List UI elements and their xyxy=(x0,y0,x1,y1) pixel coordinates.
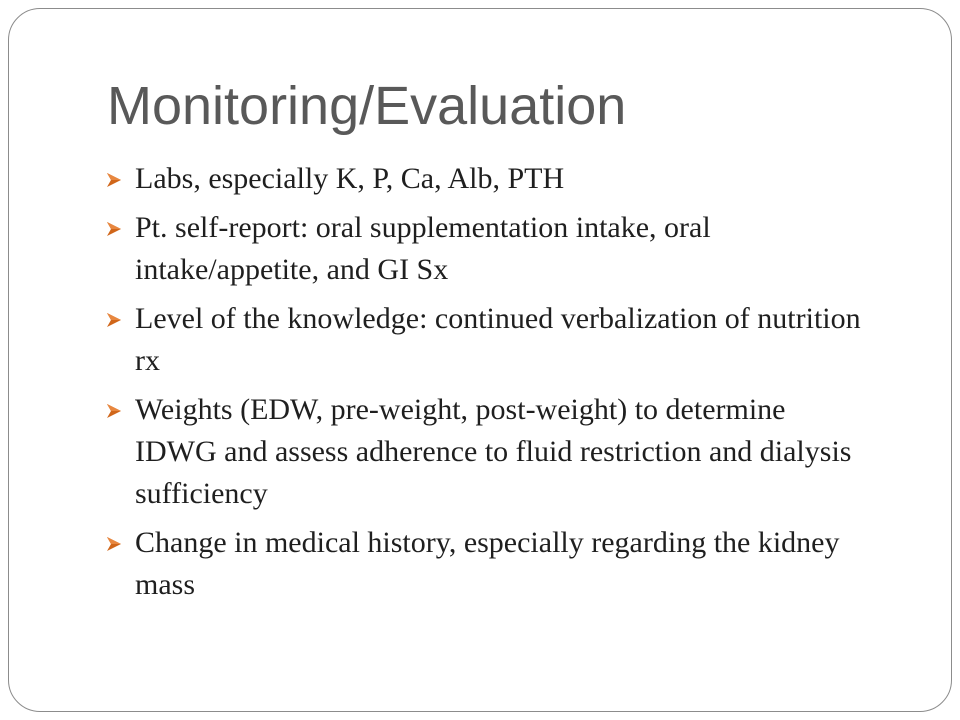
bullet-line: Weights (EDW, pre-weight, post-weight) to determine xyxy=(135,393,786,426)
bullet-line: mass xyxy=(135,568,195,601)
bullet-line: Change in medical history, especially regarding the kidney xyxy=(135,526,840,559)
bullet-item-weights xyxy=(135,389,861,515)
arrow-bullet-icon xyxy=(107,404,121,418)
arrow-bullet-icon xyxy=(107,173,121,187)
bullet-line: sufficiency xyxy=(135,477,268,510)
bullet-line: Labs, especially K, P, Ca, Alb, PTH xyxy=(135,162,565,195)
slide-title: Monitoring/Evaluation xyxy=(107,76,627,136)
bullet-line: Pt. self-report: oral supplementation intake, oral xyxy=(135,211,711,244)
bullet-item-medical-history xyxy=(135,522,861,606)
arrow-bullet-icon xyxy=(107,222,121,236)
arrow-bullet-icon xyxy=(107,313,121,327)
bullet-line: Level of the knowledge: continued verbalization of nutrition xyxy=(135,302,861,335)
bullet-item-labs xyxy=(135,158,861,200)
bullet-list xyxy=(135,158,861,613)
bullet-line: intake/appetite, and GI Sx xyxy=(135,253,449,286)
bullet-item-knowledge xyxy=(135,298,861,382)
bullet-item-self-report xyxy=(135,207,861,291)
bullet-line: IDWG and assess adherence to fluid restriction and dialysis xyxy=(135,435,852,468)
arrow-bullet-icon xyxy=(107,537,121,551)
bullet-line: rx xyxy=(135,344,160,377)
